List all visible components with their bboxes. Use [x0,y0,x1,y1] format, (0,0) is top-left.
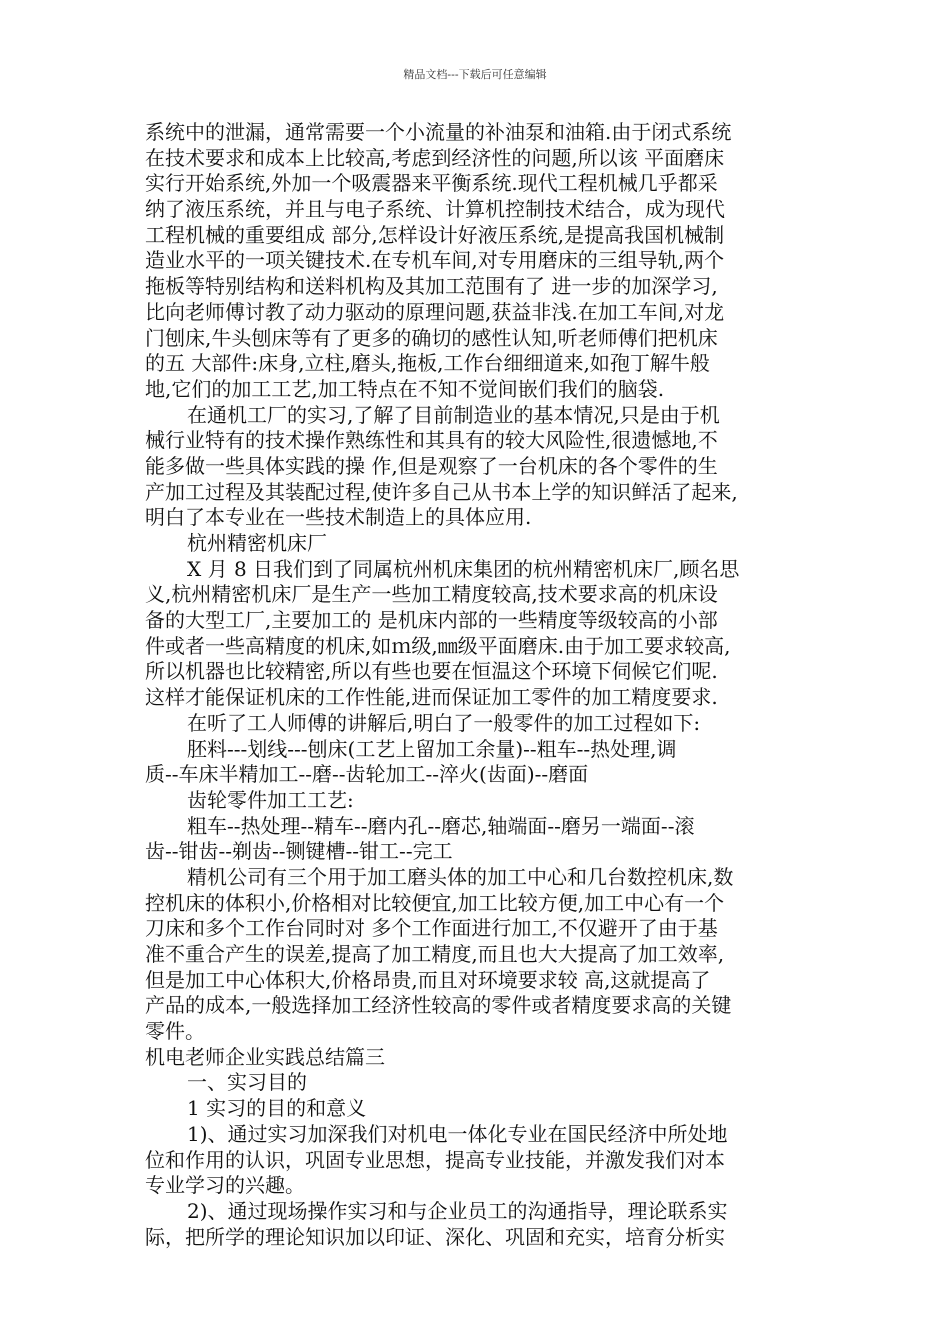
text-line: 零件。 [145,1019,205,1044]
text-line: 控机床的体积小,价格相对比较便宜,加工比较方便,加工中心有一个 [145,890,725,915]
text-line: 齿轮零件加工工艺: [187,787,354,812]
text-line: 杭州精密机床厂 [187,531,327,555]
text-line: 1)、通过实习加深我们对机电一体化专业在国民经济中所处地 [187,1121,728,1146]
text-line: 这样才能保证机床的工作性能,进而保证加工零件的加工精度要求. [145,685,718,710]
text-line: 纳了液压系统，并且与电子系统、计算机控制技术结合，成为现代 [145,197,725,222]
text-line: 备的大型工厂,主要加工的 是机床内部的一些精度等级较高的小部 [145,608,718,633]
text-line: 际，把所学的理论知识加以印证、深化、巩固和充实，培育分析实 [145,1224,725,1249]
text-line: 件或者一些高精度的机床,如ｍ级,㎜级平面磨床.由于加工要求较高, [145,633,731,658]
text-line: 在技术要求和成本上比较高,考虑到经济性的问题,所以该 平面磨床 [145,145,725,170]
text-line: 胚料---划线---刨床(工艺上留加工余量)--粗车--热处理,调 [187,736,677,761]
text-line: 地,它们的加工工艺,加工特点在不知不觉间嵌们我们的脑袋. [145,376,665,401]
page-header: 精品文档---下载后可任意编辑 [403,68,547,81]
text-line: 的五 大部件:床身,立柱,磨头,拖板,工作台细细道来,如孢丁解牛般 [145,351,710,376]
text-line: 产品的成本,一般选择加工经济性较高的零件或者精度要求高的关键 [145,993,732,1018]
text-line: 械行业特有的技术操作熟练性和其具有的较大风险性,很遗憾地,不 [145,428,718,453]
text-line: 能多做一些具体实践的操 作,但是观察了一台机床的各个零件的生 [145,453,718,478]
text-line: 一、实习目的 [187,1070,307,1095]
text-line: 1 实习的目的和意义 [187,1096,367,1121]
text-line: 机电老师企业实践总结篇三 [145,1044,385,1069]
text-line: 门刨床,牛头刨床等有了更多的确切的感性认知,听老师傅们把机床 [145,325,718,350]
text-line: 精机公司有三个用于加工磨头体的加工中心和几台数控机床,数 [187,864,734,889]
text-line: 质--车床半精加工--磨--齿轮加工--淬火(齿面)--磨面 [145,762,589,787]
text-line: 2)、通过现场操作实习和与企业员工的沟通指导，理论联系实 [187,1198,728,1223]
text-line: 义,杭州精密机床厂是生产一些加工精度较高,技术要求高的机床设 [145,582,718,607]
text-line: 齿--钳齿--剃齿--铡键槽--钳工--完工 [145,839,453,864]
text-line: 但是加工中心体积大,价格昂贵,而且对环境要求较 高,这就提高了 [145,967,711,992]
text-line: 粗车--热处理--精车--磨内孔--磨芯,轴端面--磨另一端面--滚 [187,813,695,838]
text-line: 工程机械的重要组成 部分,怎样设计好液压系统,是提高我国机械制 [145,222,725,247]
text-line: 所以机器也比较精密,所以有些也要在恒温这个环境下伺候它们呢. [145,659,718,684]
text-line: 拖板等特别结构和送料机构及其加工范围有了 进一步的加深学习, [145,274,718,299]
text-line: 准不重合产生的误差,提高了加工精度,而且也大大提高了加工效率, [145,942,725,966]
text-line: X 月 8 日我们到了同属杭州机床集团的杭州精密机床厂,顾名思 [187,556,740,581]
text-line: 比向老师傅讨教了动力驱动的原理问题,获益非浅.在加工车间,对龙 [145,299,725,324]
document-body [145,120,815,1250]
text-line: 专业学习的兴趣。 [145,1173,305,1198]
text-line: 位和作用的认识，巩固专业思想，提高专业技能，并激发我们对本 [145,1147,725,1172]
text-line: 实行开始系统,外加一个吸震器来平衡系统.现代工程机械几乎都采 [145,171,718,196]
text-line: 在听了工人师傅的讲解后,明白了一般零件的加工过程如下: [187,710,701,735]
text-line: 明白了本专业在一些技术制造上的具体应用. [145,505,532,530]
text-line: 在通机工厂的实习,了解了目前制造业的基本情况,只是由于机 [187,402,720,427]
text-line: 产加工过程及其装配过程,使许多自己从书本上学的知识鲜活了起来, [145,479,738,504]
text-line: 造业水平的一项关键技术.在专机车间,对专用磨床的三组导轨,两个 [145,248,725,273]
text-line: 刀床和多个工作台同时对 多个工作面进行加工,不仅避开了由于基 [145,916,718,941]
text-line: 系统中的泄漏，通常需要一个小流量的补油泵和油箱.由于闭式系统 [145,120,732,144]
